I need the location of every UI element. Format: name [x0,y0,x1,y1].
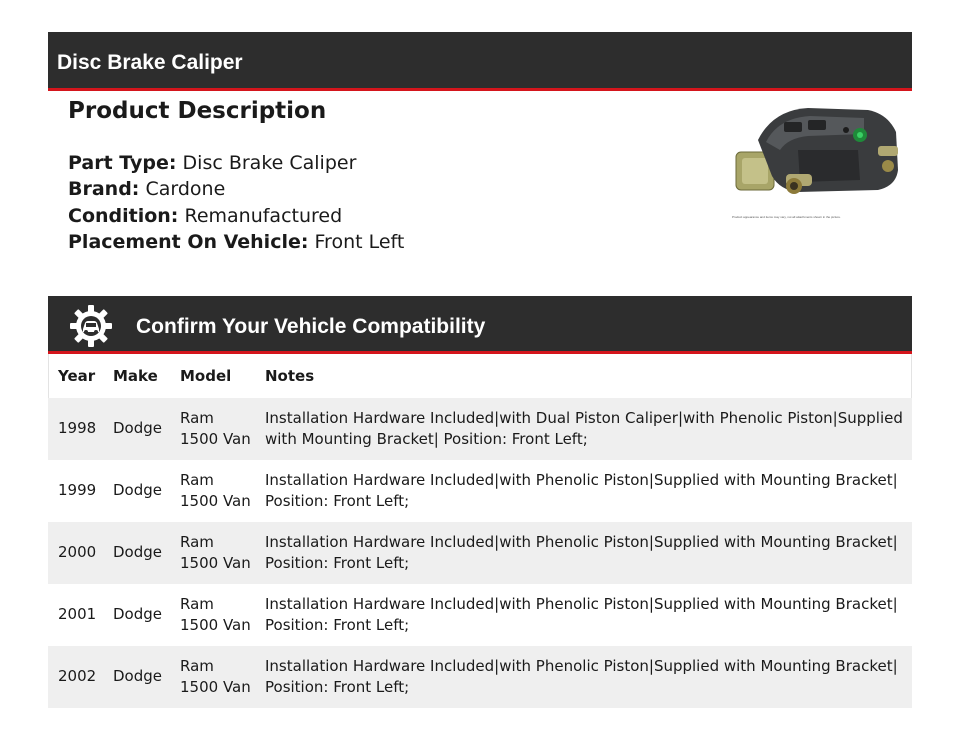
column-header-make: Make [113,367,158,385]
column-header-year: Year [58,367,96,385]
compatibility-heading: Confirm Your Vehicle Compatibility [136,315,486,338]
cell-year: 1999 [58,481,97,500]
spec-value: Front Left [314,230,405,253]
cell-notes: Installation Hardware Included|with Phenolic Piston|Supplied with Mounting Bracket| Position: Front Left; [265,470,898,510]
spec-condition [68,203,404,229]
title-bar [48,32,912,91]
cell-model: Ram 1500 Van [180,532,251,572]
spec-label: Brand: [68,178,140,201]
table-row [48,522,912,584]
product-specs [68,150,404,255]
cell-make: Dodge [113,543,162,562]
column-header-notes: Notes [265,367,315,385]
table-row [48,398,912,460]
spec-value: Remanufactured [184,204,343,227]
cell-model: Ram 1500 Van [180,470,251,510]
cell-year: 1998 [58,419,97,438]
gear-car-icon [70,305,112,347]
cell-year: 2000 [58,543,97,562]
table-row [48,460,912,522]
page-title: Disc Brake Caliper [57,51,243,74]
cell-model: Ram 1500 Van [180,656,251,696]
cell-notes: Installation Hardware Included|with Dual Piston Caliper|with Phenolic Piston|Supplied with Mounting Bracket| Position: Front Left; [265,408,903,448]
cell-model: Ram 1500 Van [180,594,251,634]
cell-make: Dodge [113,605,162,624]
spec-value: Cardone [145,178,226,201]
spec-placement [68,229,404,255]
table-row [48,584,912,646]
product-image [728,100,908,225]
product-description-heading: Product Description [68,98,327,124]
cell-make: Dodge [113,667,162,686]
spec-label: Part Type: [68,152,177,174]
cell-notes: Installation Hardware Included|with Phenolic Piston|Supplied with Mounting Bracket| Position: Front Left; [265,656,898,696]
spec-value: Disc Brake Caliper [182,152,357,174]
cell-notes: Installation Hardware Included|with Phenolic Piston|Supplied with Mounting Bracket| Position: Front Left; [265,532,898,572]
compatibility-bar [48,296,912,354]
cell-year: 2001 [58,605,97,624]
table-row [48,646,912,708]
spec-label: Condition: [68,204,179,227]
cell-notes: Installation Hardware Included|with Phenolic Piston|Supplied with Mounting Bracket| Position: Front Left; [265,594,898,634]
cell-model: Ram 1500 Van [180,408,251,448]
cell-make: Dodge [113,481,162,500]
compatibility-table [48,354,912,708]
column-header-model: Model [180,367,232,385]
cell-make: Dodge [113,419,162,438]
spec-part-type [68,150,404,176]
image-caption: Product appearance and items may vary, not all attachments shown in the picture. [732,215,841,219]
spec-label: Placement On Vehicle: [68,230,309,253]
cell-year: 2002 [58,667,97,686]
table-header-row [48,354,912,398]
spec-brand [68,176,404,202]
